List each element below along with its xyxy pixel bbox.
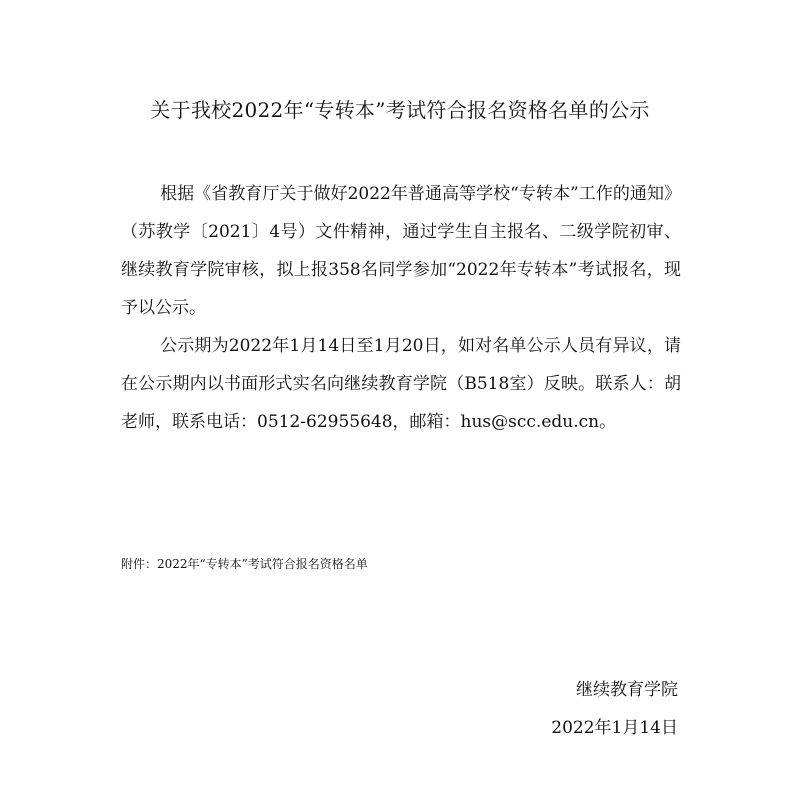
attachment-link[interactable]: 附件：2022年“专转本”考试符合报名资格名单 <box>121 557 368 571</box>
document-body <box>121 175 681 441</box>
body-paragraph-2: 公示期为2022年1月14日至1月20日，如对名单公示人员有异议，请在公示期内以书面形式实名向继续教育学院（B518室）反映。联系人：胡老师，联系电话：0512-62955648，邮箱：hus@scc.edu.cn。 <box>121 336 681 432</box>
body-paragraph-1: 根据《省教育厅关于做好2022年普通高等学校“专转本”工作的通知》（苏教学〔2021〕4号）文件精神，通过学生自主报名、二级学院初审、继续教育学院审核，拟上报358名同学参加“2022年专转本”考试报名，现予以公示。 <box>121 184 681 318</box>
signature-block <box>551 671 678 747</box>
signature-organization: 继续教育学院 <box>576 680 678 700</box>
signature-date: 2022年1月14日 <box>551 718 678 738</box>
document-title: 关于我校2022年“专转本”考试符合报名资格名单的公示 <box>150 98 650 122</box>
